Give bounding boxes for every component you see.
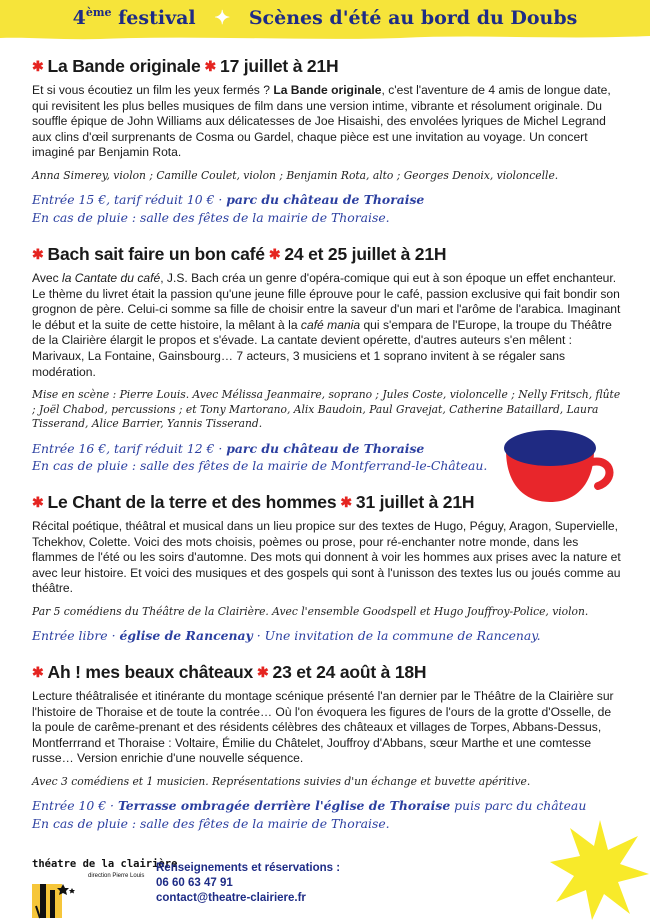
entry-price: Entrée libre · bbox=[32, 628, 120, 644]
yellow-sun-star-icon bbox=[550, 818, 650, 921]
event-description: Lecture théâtralisée et itinérante du montage scénique présenté l'an dernier par le Théâtre de la Clairière sur l'histoire de Thoraise et de toute la contrée… Où l'on évoquera les figures de l'ours de la grotte d'Osselle, de la poule de carême-prenant et des résidents célèbres des châteaux et villages de Torpes, Abbans-Dessus, Montferrrand et Thoraise : Voltaire, Émilie du Châtelet, Jouffroy d'Abbans, sœur Marthe et une comtesse russe… Version enrichie d'une nouvelle séquence. bbox=[32, 689, 614, 766]
entry-price: Entrée 15 €, tarif réduit 10 € · bbox=[32, 192, 227, 208]
red-asterisk-icon: ✱ bbox=[32, 246, 44, 262]
event-date: 23 et 24 août à 18H bbox=[272, 662, 427, 682]
event-cast: Anna Simerey, violon ; Camille Coulet, violon ; Benjamin Rota, alto ; Georges Denoix, violoncelle. bbox=[32, 168, 559, 182]
entry-price: Entrée 16 €, tarif réduit 12 € · bbox=[32, 440, 227, 456]
event-info bbox=[32, 627, 622, 645]
desc-text: , J.S. Bach créa un genre d'opéra-comique qui eut à son époque un effet enchanteur. Le thème du livret était la passion qu'une jeune fille éprouve pour le café, passion exclusive qui fait bondir son grognon de père. Celui-ci somme sa fille de choisir entre la saveur d'un mari et l'arôme de l'arabica. Imaginant le début et la suite de cette histoire, la mêlant à la bbox=[32, 271, 621, 332]
entry-note: puis parc du château bbox=[450, 798, 587, 814]
event-date: 24 et 25 juillet à 21H bbox=[284, 244, 447, 264]
rain-venue: En cas de pluie : salle des fêtes de la mairie de Montferrand-le-Château. bbox=[32, 458, 488, 474]
festival-ordinal: 4 bbox=[72, 7, 86, 29]
event-title: La Bande originale bbox=[47, 56, 201, 76]
event-info bbox=[32, 797, 622, 832]
rain-venue: En cas de pluie : salle des fêtes de la mairie de Thoraise. bbox=[32, 209, 390, 225]
desc-text: Avec bbox=[32, 271, 63, 285]
venue: parc du château de Thoraise bbox=[226, 440, 425, 456]
header-banner bbox=[0, 0, 650, 40]
contact-block bbox=[156, 861, 340, 906]
event-description bbox=[32, 271, 622, 380]
desc-italic: café mania bbox=[300, 317, 361, 332]
event-date: 17 juillet à 21H bbox=[220, 56, 339, 76]
event-info bbox=[32, 191, 622, 226]
festival-ordinal-suffix: ème bbox=[85, 6, 112, 19]
contact-email[interactable]: contact@theatre-clairiere.fr bbox=[156, 892, 306, 904]
event-title: Le Chant de la terre et des hommes bbox=[47, 492, 337, 512]
event-1 bbox=[32, 56, 622, 226]
event-heading bbox=[32, 492, 622, 513]
red-asterisk-icon: ✱ bbox=[340, 494, 352, 510]
logo-subtitle: direction Pierre Louis bbox=[88, 873, 145, 879]
event-3 bbox=[32, 492, 622, 645]
red-asterisk-icon: ✱ bbox=[32, 494, 44, 510]
desc-text: , c'est l'aventure de 4 amis de longue date, qui revisitent les plus belles musiques de film dans une version intime, vibrante et résolument originale. Du souffle épique de John Williams aux délicatesses de Joe Hisaishi, des envolées lyriques de Michel Legrand aux clins d'œil surprenants de Cosma ou Gardel, chaque pièce est une invitation au voyage. Un concert imaginé par Benjamin Rota. bbox=[32, 83, 611, 160]
event-title: Ah ! mes beaux châteaux bbox=[47, 662, 254, 682]
event-4 bbox=[32, 662, 622, 832]
festival-title bbox=[0, 6, 650, 29]
red-asterisk-icon: ✱ bbox=[32, 58, 44, 74]
desc-text: qui s'empara de l'Europe, la troupe du Théâtre de la Clairière élargit le propos et s'évade. La cantate devient opérette, d'autres auteurs s'en mêlent : Marivaux, La Fontaine, Gainsbourg… 7 acteurs, 3 musiciens et 1 soprano invitent à se régaler sans modération. bbox=[32, 317, 612, 379]
festival-name: Scènes d'été au bord du Doubs bbox=[248, 7, 578, 29]
event-cast: Avec 3 comédiens et 1 musicien. Représentations suivies d'un échange et buvette apéritive. bbox=[32, 774, 531, 788]
entry-price: Entrée 10 € · bbox=[32, 798, 118, 814]
entry-note: · Une invitation de la commune de Rancenay. bbox=[252, 628, 541, 644]
event-title: Bach sait faire un bon café bbox=[47, 244, 265, 264]
event-description: Récital poétique, théâtral et musical dans un lieu propice sur des textes de Hugo, Péguy, Aragon, Supervielle, Tchekhov, Colette. Voici des mots choisis, poèmes ou prose, pour ré-enchanter notre monde, dans les flammes de l'été ou les soirs d'automne. Des mots qui donnent à voir les hommes aux prises avec la nature et avec leur histoire. Et voici des musiques et des gospels qui sont à l'unisson des textes lus ou joués comme au théâtre. bbox=[32, 519, 621, 596]
event-heading bbox=[32, 244, 622, 265]
desc-italic: la Cantate du café bbox=[62, 271, 161, 285]
contact-phone[interactable]: 06 60 63 47 91 bbox=[156, 877, 233, 889]
festival-word: festival bbox=[118, 7, 196, 29]
venue: église de Rancenay bbox=[119, 628, 253, 644]
event-date: 31 juillet à 21H bbox=[355, 492, 475, 512]
desc-text: Et si vous écoutiez un film les yeux fermés ? bbox=[32, 83, 274, 97]
logo-mark-icon bbox=[32, 880, 76, 920]
event-description bbox=[32, 83, 622, 161]
red-asterisk-icon: ✱ bbox=[32, 664, 44, 680]
red-asterisk-icon: ✱ bbox=[268, 246, 281, 262]
contact-heading: Renseignements et réservations : bbox=[156, 862, 341, 874]
red-asterisk-icon: ✱ bbox=[204, 58, 217, 74]
red-asterisk-icon: ✱ bbox=[257, 664, 269, 680]
event-heading bbox=[32, 56, 622, 77]
rain-venue: En cas de pluie : salle des fêtes de la mairie de Thoraise. bbox=[32, 815, 390, 831]
banner-star-icon: ✦ bbox=[214, 7, 231, 29]
venue: parc du château de Thoraise bbox=[226, 192, 425, 208]
logo-name: théatre de la clairière bbox=[32, 858, 178, 870]
desc-bold: La Bande originale bbox=[273, 83, 382, 97]
event-heading bbox=[32, 662, 622, 683]
event-cast: Mise en scène : Pierre Louis. Avec Mélissa Jeanmaire, soprano ; Jules Coste, violoncelle ; Nelly Fritsch, flûte ; Joël Chabod, percussions ; et Tony Martorano, Alix Baudoin, Paul Gravejat, Catherine Bataillard, Laura Tisserand, Alice Barrier, Yannis Tisserand. bbox=[32, 388, 621, 431]
venue: Terrasse ombragée derrière l'église de Thoraise bbox=[117, 798, 451, 814]
event-cast: Par 5 comédiens du Théâtre de la Clairière. Avec l'ensemble Goodspell et Hugo Jouffroy-Police, violon. bbox=[32, 604, 589, 618]
